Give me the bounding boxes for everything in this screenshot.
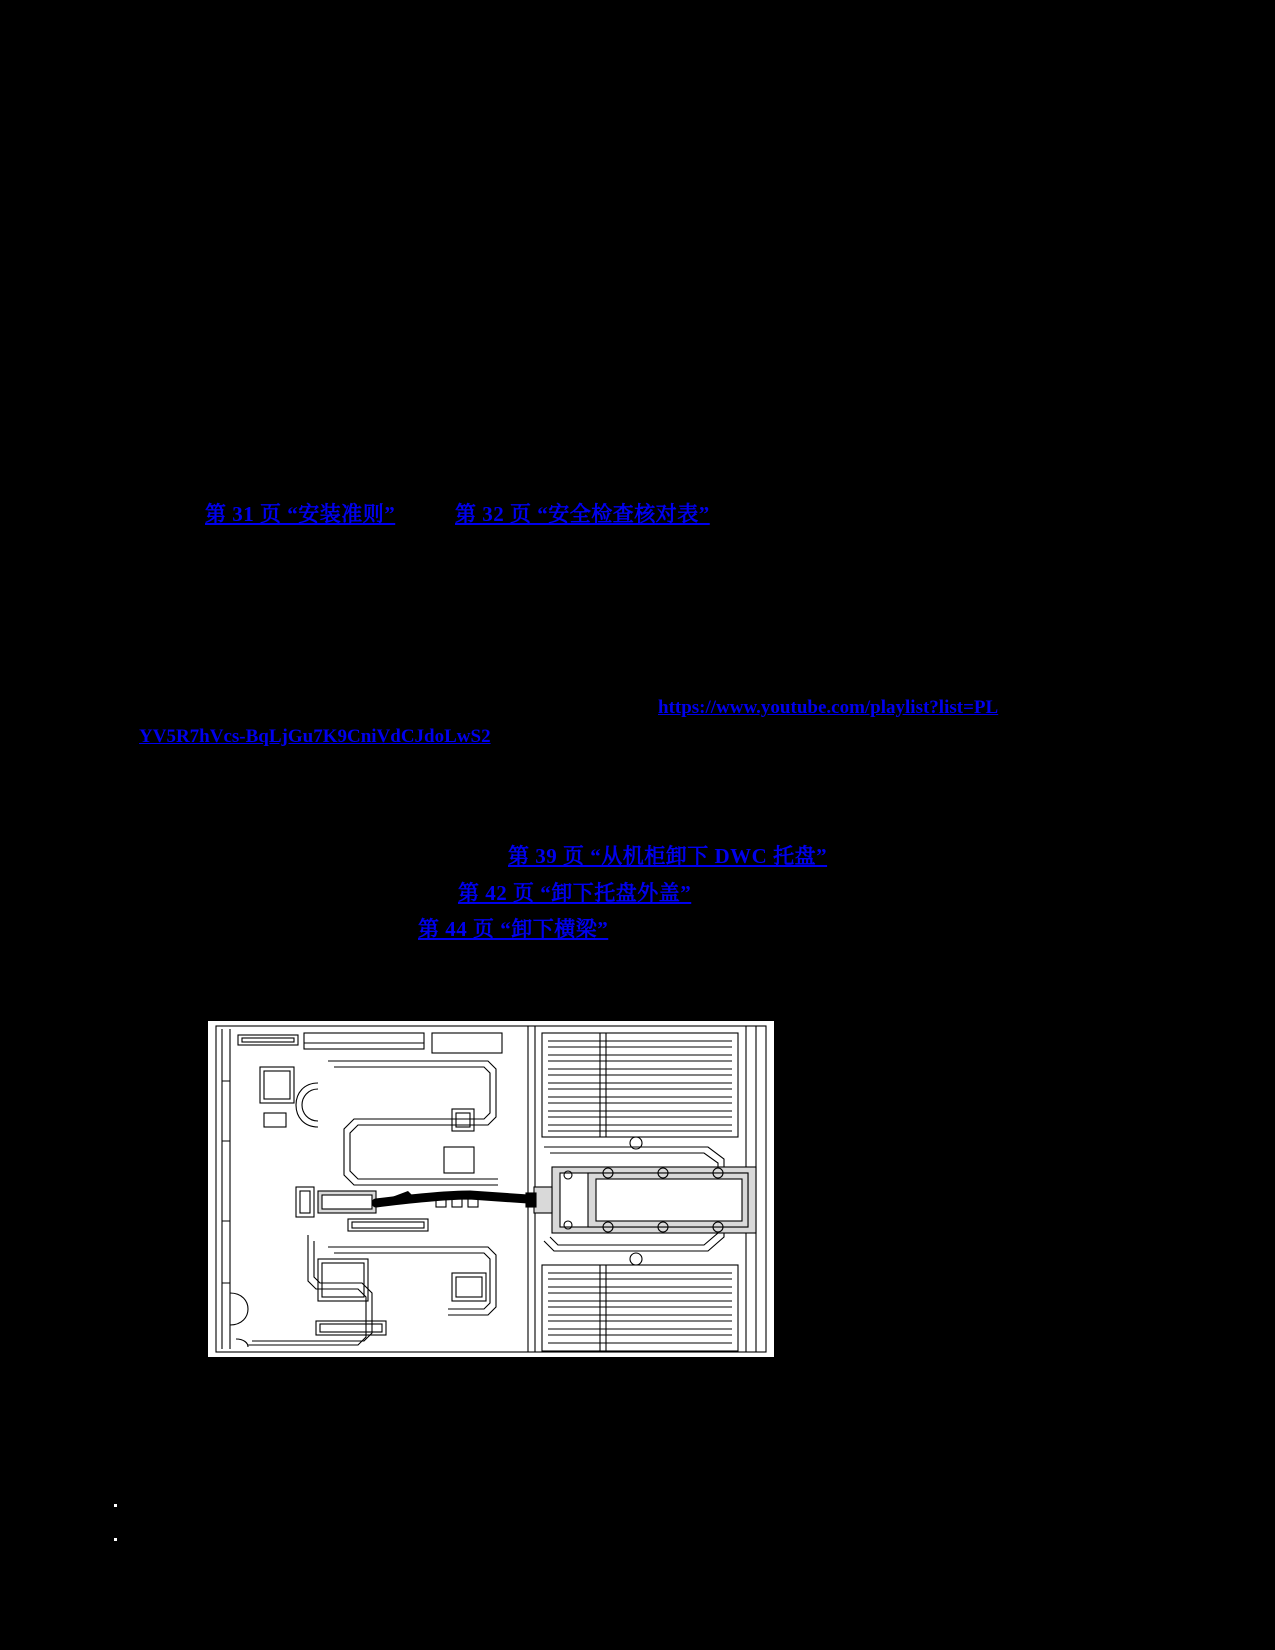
- link-remove-cross-beam[interactable]: 第 44 页 “卸下横梁”: [418, 917, 609, 941]
- link-remove-dwc-tray-from-enclosure[interactable]: 第 39 页 “从机柜卸下 DWC 托盘”: [508, 844, 828, 868]
- tray-illustration: [208, 1021, 774, 1357]
- link-youtube-playlist-line2[interactable]: YV5R7hVcs-BqLjGu7K9CniVdCJdoLwS2: [139, 726, 491, 747]
- link-safety-inspection-checklist[interactable]: 第 32 页 “安全检查核对表”: [455, 502, 710, 526]
- link-installation-guidelines[interactable]: 第 31 页 “安装准则”: [205, 502, 396, 526]
- link-youtube-playlist-line1[interactable]: https://www.youtube.com/playlist?list=PL: [658, 697, 999, 718]
- page-mark-upper: [114, 1504, 117, 1507]
- page-mark-lower: [114, 1538, 117, 1541]
- link-remove-tray-cover[interactable]: 第 42 页 “卸下托盘外盖”: [458, 881, 692, 905]
